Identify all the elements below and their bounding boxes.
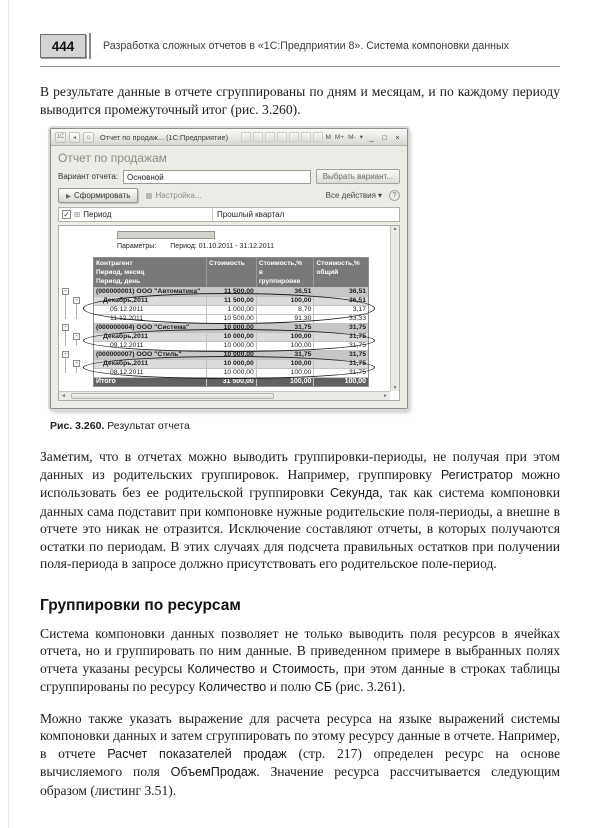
all-actions-label: Все действия <box>325 191 376 200</box>
variant-label: Вариант отчета: <box>58 172 118 181</box>
period-filter-row <box>58 207 400 222</box>
row-pct-total: 31,75 <box>348 342 366 349</box>
chevron-down-icon: ▾ <box>377 191 382 200</box>
header-contractor: Контрагент Период, месяц Период, день <box>94 258 207 287</box>
paragraph-1: В результате данные в отчете сгруппированы по дням и месяцам, и по каждому периоду выводится промежуточный итог (рис. 3.260). <box>40 84 560 117</box>
params-value: Период: 01.10.2011 - 31.12.2011 <box>170 243 274 250</box>
row-cost: 10 500,00 <box>207 315 257 323</box>
row-pct-group: 36,51 <box>257 288 315 296</box>
row-pct-total: 31,75 <box>348 333 366 340</box>
row-pct-group: 100,00 <box>257 369 315 377</box>
header-pct-group: Стоимость,% в группировке <box>257 258 315 287</box>
expander-icon[interactable]: - <box>73 297 80 304</box>
scroll-down-icon[interactable]: ▼ <box>392 385 398 391</box>
page-edge-shadow <box>8 0 9 828</box>
period-checkbox[interactable]: ✓ <box>63 210 70 219</box>
titlebar-toolbar <box>241 132 404 142</box>
tree-line <box>76 367 77 373</box>
print-icon[interactable] <box>253 132 263 142</box>
scroll-up-icon[interactable]: ▲ <box>392 226 398 232</box>
row-cost: 31 500,00 <box>207 378 257 386</box>
paste-icon[interactable] <box>289 132 299 142</box>
vertical-scrollbar[interactable] <box>390 226 399 391</box>
expander-icon[interactable]: - <box>73 360 80 367</box>
row-pct-group: 100,00 <box>257 297 315 305</box>
variant-input[interactable]: Основной <box>123 170 311 184</box>
preview-icon[interactable] <box>265 132 275 142</box>
tree-line <box>65 358 66 373</box>
save-icon[interactable] <box>241 132 251 142</box>
row-cost: 10 000,00 <box>207 351 257 359</box>
calendar-tool-icon[interactable] <box>313 132 323 142</box>
row-label: 08.12.2011 <box>94 369 207 377</box>
close-button[interactable]: × <box>395 132 400 142</box>
row-label: Итого <box>94 378 207 386</box>
chapter-title: Разработка сложных отчетов в «1С:Предприятии 8». Система компоновки данных <box>103 40 509 52</box>
term-kolichestvo-2: Количество <box>198 680 267 694</box>
window-titlebar[interactable] <box>51 129 407 146</box>
all-actions-button[interactable] <box>326 191 382 200</box>
row-pct-group: 31,75 <box>257 351 315 359</box>
row-label: (000000001) ООО "Автоматика" <box>94 288 207 296</box>
help-icon[interactable]: ? <box>389 190 400 201</box>
term-stoimost: Стоимость <box>272 661 336 676</box>
row-pct-group: 100,00 <box>257 333 315 341</box>
row-label: Декабрь,2011 <box>94 360 207 368</box>
header-cost: Стоимость <box>207 258 257 287</box>
figure-3-260 <box>40 128 560 409</box>
row-pct-total: 36,51 <box>349 288 367 295</box>
row-pct-total: 3,17 <box>352 306 366 313</box>
report-area <box>58 225 400 401</box>
app-icon: 1С <box>55 132 66 143</box>
calc-icon[interactable] <box>301 132 311 142</box>
figure-caption <box>40 420 560 432</box>
titlebar-dropdown-icon[interactable]: ▾ <box>359 134 363 141</box>
expander-icon[interactable]: - <box>62 351 69 358</box>
back-icon[interactable]: ◂ <box>69 132 80 143</box>
caption-text: Результат отчета <box>104 420 190 432</box>
tree-line <box>65 295 66 319</box>
row-cost: 10 000,00 <box>207 360 257 368</box>
calendar-icon: ⊞ <box>74 210 81 219</box>
period-filter-value[interactable]: Прошлый квартал <box>212 208 399 221</box>
generate-button[interactable] <box>58 188 138 203</box>
row-pct-total: 31,75 <box>348 360 366 367</box>
row-pct-total: 31,75 <box>349 351 367 358</box>
scroll-right-icon[interactable]: ► <box>383 393 388 399</box>
maximize-button[interactable]: □ <box>382 132 387 142</box>
row-pct-total: 36,51 <box>348 297 366 304</box>
choose-variant-button[interactable]: Выбрать вариант... <box>316 169 400 184</box>
row-pct-group: 100,00 <box>257 360 315 368</box>
generate-button-label: Сформировать <box>74 191 131 200</box>
settings-button[interactable] <box>145 191 201 200</box>
row-cost: 10 000,00 <box>207 369 257 377</box>
row-label: Декабрь,2011 <box>94 333 207 341</box>
caption-label: Рис. 3.260. <box>50 420 105 432</box>
annotation-ellipse <box>83 293 375 324</box>
term-kolichestvo: Количество <box>187 661 256 676</box>
scrollbar-thumb[interactable] <box>71 393 274 399</box>
window-title: Отчет по продаж... (1С:Предприятие) <box>100 132 229 142</box>
scroll-left-icon[interactable]: ◄ <box>61 393 66 399</box>
row-label: (000000007) ООО "Стиль" <box>94 351 207 359</box>
form-title: Отчет по продажам <box>58 151 167 165</box>
row-label: 11.12.2011 <box>94 315 207 323</box>
command-bar <box>58 188 400 203</box>
term-sekunda: Секунда <box>329 486 380 500</box>
report-params <box>117 243 274 250</box>
page-number: 444 <box>40 34 86 58</box>
settings-grid-icon: ▦ <box>145 191 153 200</box>
memory-button[interactable]: М <box>325 133 331 141</box>
play-icon: ▶ <box>66 192 71 200</box>
paragraph-4: Можно также указать выражение для расчета ресурса на языке выражений системы компоновки данных и затем сгруппировать по этому ресурсу данные в отчете. Например, в отчете Расчет показателей продаж (стр. 217) определен ресурс на основе вычисляемого поля ОбъемПродаж. Значение ресурса рассчитывается следующим образом (листинг 3.51). <box>40 710 560 798</box>
term-obyem-prodazh: ОбъемПродаж <box>170 765 257 779</box>
row-pct-total: 100,00 <box>344 378 367 385</box>
memory-plus-button[interactable]: М+ <box>334 133 345 141</box>
row-pct-total: 33,33 <box>348 315 366 322</box>
section-heading: Группировки по ресурсам <box>40 596 241 614</box>
row-pct-group: 8,70 <box>257 306 315 314</box>
period-filter-label: Период <box>83 210 112 219</box>
copy-icon[interactable] <box>277 132 287 142</box>
row-pct-group: 100,00 <box>257 378 315 386</box>
paragraph-3: Система компоновки данных позволяет не только выводить поля ресурсов в ячейках отчета, но и группировать по ним данные. В приведенном примере в выбранных полях отчета указаны ресурсы Количество и Стоимость, при этом данные в строках таблицы сгруппированы по ресурсу Количество и полю СБ (рис. 3.261). <box>40 625 561 694</box>
row-label: 09.12.2011 <box>94 342 207 350</box>
paragraph-2: Заметим, что в отчетах можно выводить группировки-периоды, не получая при этом данных из родительских группировок. Например, группировку Регистратор можно использовать без ее родительской группировки Секунда, так как система компоновки данных сама подставит при компоновке нужные родительские поля-периоды, а внешне в отчете это никак не отразится. Исключение составляют отчеты, в которых получаются остатки по периодам. В этих случаях для подсчета правильных остатков при получении поля-периода в запросе должно присутствовать его родительское поле-период. <box>40 449 560 571</box>
row-label: Декабрь,2011 <box>94 297 207 305</box>
row-pct-total: 31,75 <box>348 369 366 376</box>
row-cost: 11 500,00 <box>207 297 257 305</box>
header-pct-total: Стоимость,% общий <box>316 260 360 276</box>
expander-icon[interactable]: - <box>73 333 80 340</box>
horizontal-scrollbar[interactable] <box>59 391 390 400</box>
tree-line <box>76 304 77 319</box>
row-cost: 10 000,00 <box>207 324 257 332</box>
running-head <box>40 33 560 67</box>
row-pct-total: 31,75 <box>349 324 367 331</box>
annotation-ellipse <box>83 356 375 379</box>
expander-icon[interactable]: - <box>62 324 69 331</box>
row-pct-group: 91,30 <box>257 315 315 323</box>
favorites-star-icon[interactable]: ✩ <box>83 132 94 143</box>
row-label: (000000004) ООО "Система" <box>94 324 207 332</box>
term-raschet-pokazateley: Расчет показателей продаж <box>107 746 287 761</box>
row-pct-group: 31,75 <box>257 324 315 332</box>
row-cost: 11 500,00 <box>207 288 257 296</box>
row-cost: 10 000,00 <box>207 333 257 341</box>
params-label: Параметры: <box>117 243 157 250</box>
report-window <box>50 128 408 409</box>
report-title-placeholder <box>117 231 215 239</box>
tree-line <box>76 340 77 346</box>
annotation-ellipse <box>83 329 375 352</box>
term-registrator: Регистратор <box>440 467 513 482</box>
row-cost: 10 000,00 <box>207 342 257 350</box>
term-sb: СБ <box>314 680 332 694</box>
table-header-row <box>94 258 368 287</box>
memory-minus-button[interactable]: М- <box>348 133 356 141</box>
minimize-button[interactable]: _ <box>369 132 374 142</box>
row-pct-group: 100,00 <box>257 342 315 350</box>
tree-line <box>65 331 66 346</box>
row-cost: 1 000,00 <box>207 306 257 314</box>
row-label: 05.12.2011 <box>94 306 207 314</box>
expander-icon[interactable]: - <box>62 288 69 295</box>
settings-button-label: Настройка... <box>155 191 202 200</box>
variant-row <box>58 169 400 184</box>
